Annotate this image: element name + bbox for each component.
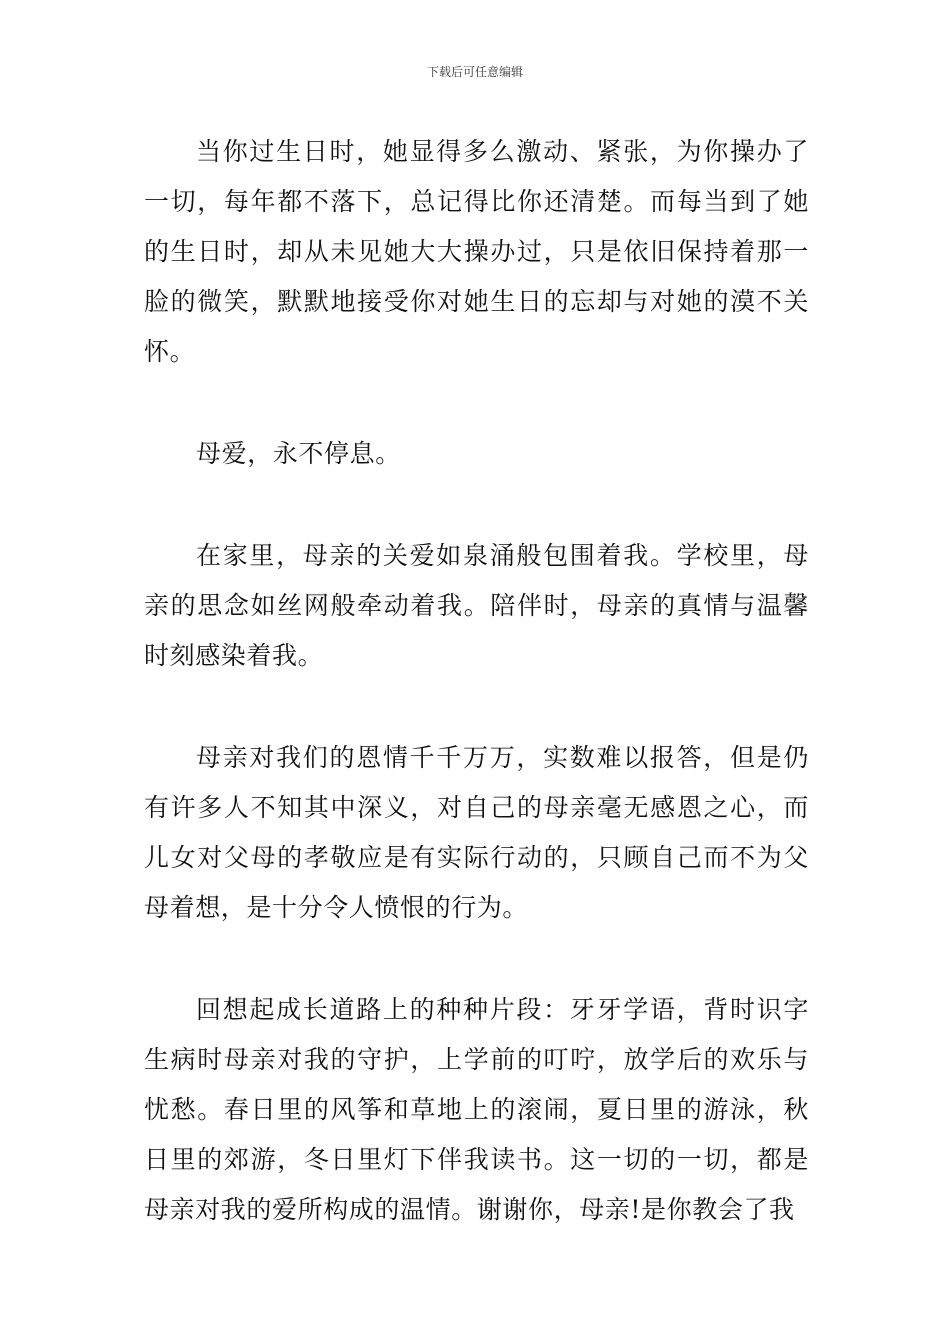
paragraph-memories: 回想起成长道路上的种种片段：牙牙学语，背时识字生病时母亲对我的守护，上学前的叮咛，放学后的欢乐与忧愁。春日里的风筝和草地上的滚闹，夏日里的游泳，秋日里的郊游，冬日里灯下伴我读书。这一切的一切，都是母亲对我的爱所构成的温情。谢谢你，母亲!是你教会了我 <box>144 995 809 1224</box>
paragraph-birthday: 当你过生日时，她显得多么激动、紧张，为你操办了一切，每年都不落下，总记得比你还清楚。而每当到了她的生日时，却从未见她大大操办过，只是依旧保持着那一脸的微笑，默默地接受你对她生日的忘却与对她的漠不关怀。 <box>144 137 809 366</box>
document-body <box>144 127 809 1287</box>
paragraph-gratitude: 母亲对我们的恩情千千万万，实数难以报答，但是仍有许多人不知其中深义，对自己的母亲毫无感恩之心，而儿女对父母的孝敬应是有实际行动的，只顾自己而不为父母着想，是十分令人愤恨的行为。 <box>144 743 809 922</box>
page-header: 下载后可任意编辑 <box>426 65 523 79</box>
paragraph-mother-love: 母爱，永不停息。 <box>196 439 401 468</box>
paragraph-home-school: 在家里，母亲的关爱如泉涌般包围着我。学校里，母亲的思念如丝网般牵动着我。陪伴时，母亲的真情与温馨时刻感染着我。 <box>144 541 809 670</box>
